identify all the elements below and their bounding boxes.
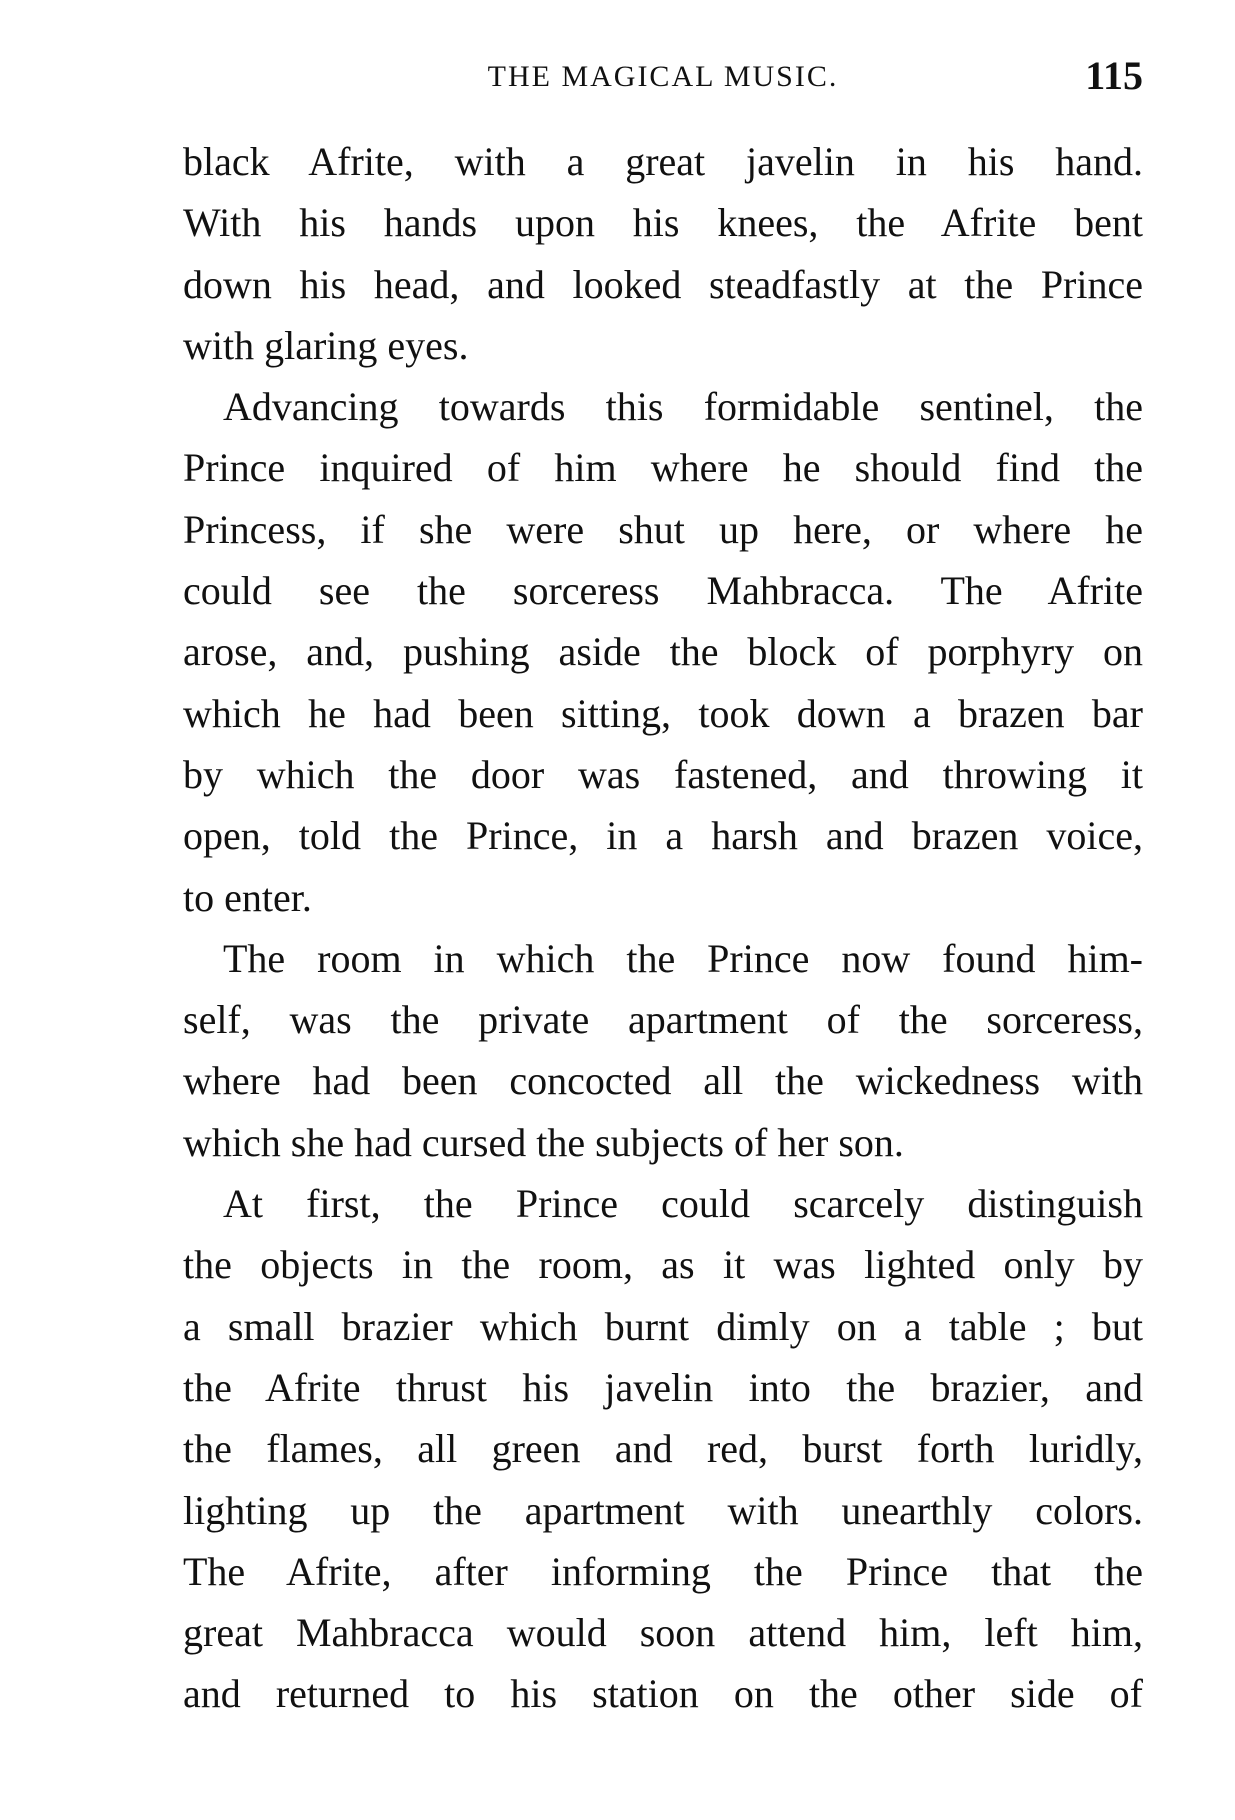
text-line: Prince inquired of him where he should find the [183, 445, 1143, 491]
text-line: The Afrite, after informing the Prince that the [183, 1548, 1143, 1594]
text-line: Princess, if she were shut up here, or where he [183, 506, 1143, 552]
running-head [183, 52, 1143, 112]
text-line: with glaring eyes. [183, 322, 469, 368]
text-line: the flames, all green and red, burst forth luridly, [183, 1426, 1143, 1472]
text-line: by which the door was fastened, and throwing it [183, 751, 1143, 797]
text-line: At first, the Prince could scarcely distinguish [223, 1181, 1143, 1227]
text-line: With his hands upon his knees, the Afrite bent [183, 200, 1143, 246]
paragraph [183, 928, 1143, 1173]
text-line: where had been concocted all the wickedness with [183, 1058, 1143, 1104]
text-line: the objects in the room, as it was lighted only by [183, 1242, 1143, 1288]
text-line: Advancing towards this formidable sentinel, the [223, 384, 1143, 430]
text-line: and returned to his station on the other side of [183, 1671, 1143, 1717]
paragraph [183, 1173, 1143, 1725]
text-line: self, was the private apartment of the sorceress, [183, 997, 1143, 1043]
paragraph [183, 376, 1143, 928]
paragraph [183, 131, 1143, 376]
text-line: black Afrite, with a great javelin in his hand. [183, 139, 1143, 184]
text-line: open, told the Prince, in a harsh and brazen voice, [183, 813, 1143, 859]
running-title: THE MAGICAL MUSIC. [487, 60, 839, 93]
text-line: the Afrite thrust his javelin into the brazier, and [183, 1364, 1143, 1410]
text-line: great Mahbracca would soon attend him, left him, [183, 1610, 1143, 1656]
body-text [183, 131, 1143, 1725]
page-number: 115 [1085, 53, 1143, 98]
text-line: lighting up the apartment with unearthly colors. [183, 1487, 1143, 1533]
text-line: could see the sorceress Mahbracca. The Afrite [183, 568, 1143, 614]
text-line: which she had cursed the subjects of her son. [183, 1119, 904, 1165]
text-line: a small brazier which burnt dimly on a table ; but [183, 1303, 1143, 1349]
text-line: The room in which the Prince now found him- [223, 935, 1143, 981]
text-line: which he had been sitting, took down a brazen bar [183, 690, 1143, 736]
text-line: to enter. [183, 874, 312, 920]
text-line: arose, and, pushing aside the block of porphyry on [183, 629, 1143, 675]
text-line: down his head, and looked steadfastly at the Prince [183, 261, 1143, 307]
